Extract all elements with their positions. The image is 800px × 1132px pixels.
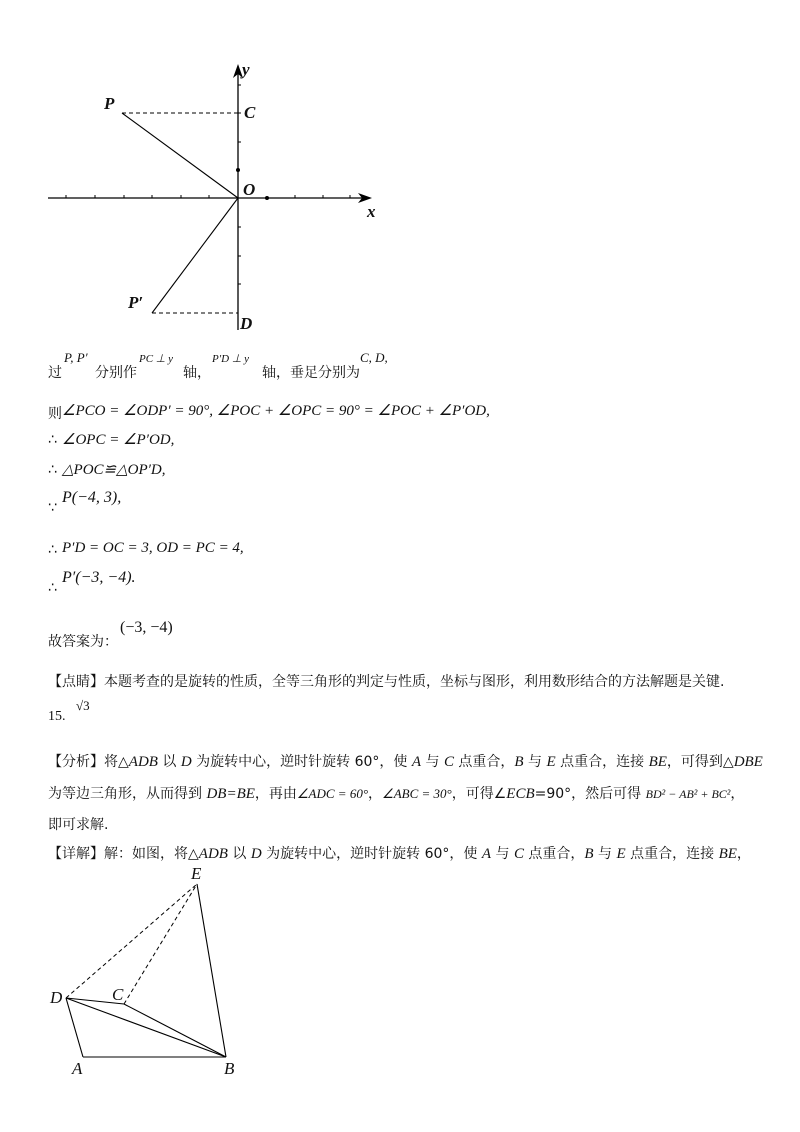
- answer-label: 故答案为：: [48, 634, 118, 650]
- math-congruent: △POC≌△OP′D,: [62, 462, 166, 478]
- segment-eb: [197, 884, 226, 1057]
- label-c2: C: [112, 985, 124, 1004]
- math-pd-perp-y: P′D ⊥ y: [212, 353, 250, 365]
- segment-cb: [124, 1004, 226, 1057]
- answer-value: (−3, −4): [120, 619, 173, 636]
- comment-dianjing: 【点睛】本题考查的是旋转的性质，全等三角形的判定与性质，坐标与图形，利用数形结合的方法解题是关键.: [48, 674, 725, 690]
- therefore-symbol: ∴: [48, 580, 57, 596]
- math-pc-perp-y: PC ⊥ y: [139, 353, 174, 365]
- q15-answer: √3: [76, 698, 90, 713]
- label-p-prime: P′: [128, 293, 144, 312]
- segment-de: [66, 884, 197, 998]
- question-number: 15.: [48, 709, 66, 724]
- label-o: O: [243, 180, 256, 199]
- math-opc-eq: ∠OPC = ∠P′OD,: [62, 432, 175, 448]
- label-d: D: [240, 314, 253, 333]
- detail-line: 【详解】解：如图，将△ADB 以 D 为旋转中心，逆时针旋转 60°，使 A 与 C 点重合，B 与 E 点重合，连接 BE，: [48, 846, 751, 862]
- therefore-symbol: ∴: [48, 542, 57, 558]
- analysis-line-1: 【分析】将△ADB 以 D 为旋转中心，逆时针旋转 60°，使 A 与 C 点重合，B 与 E 点重合，连接 BE，可得到△DBE: [48, 754, 763, 770]
- segment-op-prime: [152, 198, 238, 313]
- rotation-figure: [66, 884, 226, 1057]
- text-zhou2: 轴，垂足分别为: [262, 365, 360, 381]
- label-e: E: [191, 864, 202, 883]
- label-a: A: [72, 1059, 83, 1078]
- therefore-symbol: ∴: [48, 462, 57, 478]
- text-zhou1: 轴，: [183, 365, 211, 381]
- segment-da: [66, 998, 83, 1057]
- math-lengths: P′D = OC = 3, OD = PC = 4,: [62, 540, 244, 556]
- text-ze: 则: [48, 406, 62, 422]
- math-p-p-prime: P, P′: [64, 350, 88, 365]
- label-p: P: [104, 94, 115, 113]
- math-angles-equal: ∠PCO = ∠ODP′ = 90°, ∠POC + ∠OPC = 90° = ∠POC + ∠P′OD,: [62, 403, 490, 419]
- segment-po: [122, 113, 238, 198]
- label-c: C: [244, 103, 256, 122]
- label-b: B: [224, 1059, 235, 1078]
- because-symbol: ∵: [48, 500, 57, 516]
- math-p-prime-coord: P′(−3, −4).: [62, 569, 136, 586]
- label-d2: D: [50, 988, 63, 1007]
- text-fenbie: 分别作: [95, 365, 137, 381]
- label-y: y: [242, 60, 250, 79]
- unit-dot-y: [236, 168, 240, 172]
- segment-db: [66, 998, 226, 1057]
- label-x: x: [367, 202, 376, 221]
- math-p-coord: P(−4, 3),: [62, 489, 122, 506]
- segment-ce: [124, 884, 197, 1004]
- analysis-line-3: 即可求解.: [48, 817, 109, 833]
- therefore-symbol: ∴: [48, 432, 57, 448]
- unit-dot-x: [265, 196, 269, 200]
- math-c-d: C, D,: [360, 350, 388, 365]
- text-guo: 过: [48, 365, 62, 381]
- analysis-line-2: 为等边三角形，从而得到 DB=BE，再由∠ADC = 60°，∠ABC = 30°，可得∠ECB=90°，然后可得 BD² − AB² + BC²，: [48, 786, 745, 802]
